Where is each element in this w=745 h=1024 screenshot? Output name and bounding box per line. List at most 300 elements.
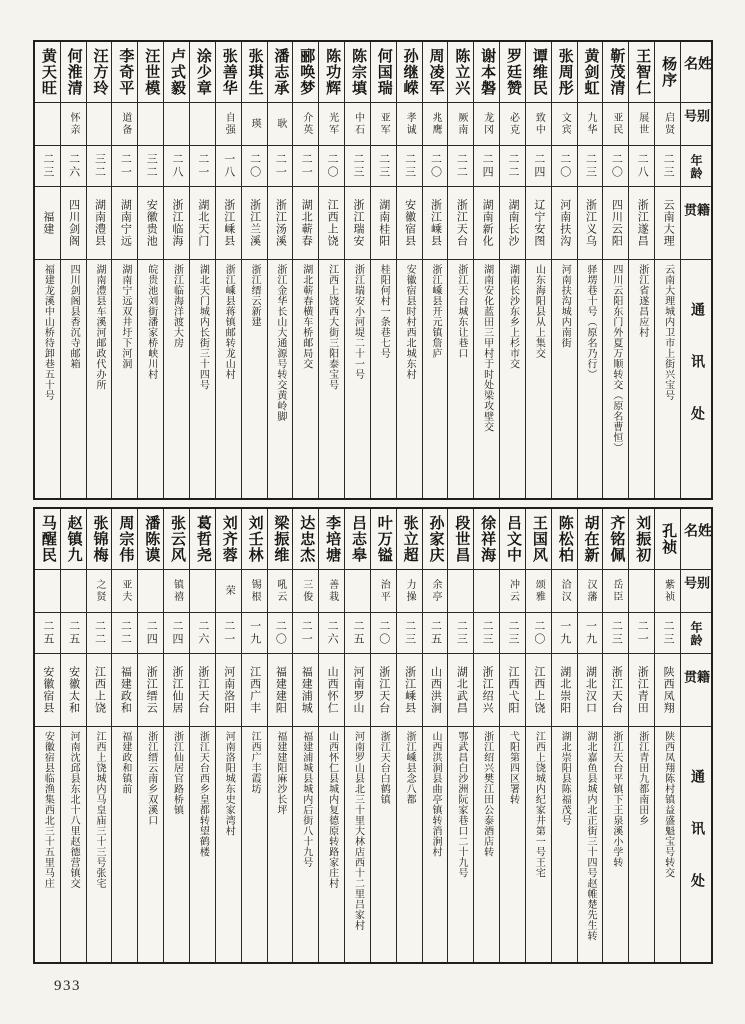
person-native-text: 辽宁安图	[532, 199, 545, 247]
person-age	[268, 613, 293, 654]
person-native-text: 江西上饶	[326, 199, 339, 247]
person-age-text: 二五	[351, 620, 364, 646]
person-column	[318, 42, 344, 498]
person-alias-text: 中石	[352, 112, 364, 136]
person-age-text: 二二	[93, 620, 106, 646]
person-age	[87, 613, 112, 654]
person-column	[215, 509, 241, 962]
person-address-text: 桂阳何村一条巷七号	[378, 264, 390, 359]
person-alias	[474, 103, 499, 146]
header-address	[681, 260, 711, 498]
person-native	[397, 654, 422, 727]
person-alias	[319, 570, 344, 613]
person-alias-text: 颂雅	[533, 579, 545, 603]
person-alias-text: 致中	[533, 112, 545, 136]
person-native	[242, 654, 267, 727]
person-column	[654, 42, 680, 498]
person-name-text: 张锦梅	[91, 515, 108, 563]
person-name-text: 张云风	[169, 515, 186, 563]
person-address	[474, 727, 499, 962]
person-address	[397, 260, 422, 498]
person-address-text: 浙江青田九都南田乡	[636, 731, 648, 826]
person-alias	[268, 570, 293, 613]
person-native	[35, 187, 60, 260]
person-name-text: 郦唤梦	[298, 48, 315, 96]
person-native-text: 湖南新化	[481, 199, 494, 247]
person-age-text: 二五	[41, 620, 54, 646]
person-native	[474, 654, 499, 727]
person-name	[112, 509, 137, 570]
person-column	[602, 509, 628, 962]
person-alias-text: 善栽	[326, 579, 338, 603]
person-age-text: 二四	[171, 620, 184, 646]
header-name	[681, 42, 711, 103]
person-address-text: 福建建阳麻沙长坪	[274, 731, 286, 815]
person-address-text: 皖贵池刘街潘家桥峡川村	[145, 264, 157, 380]
person-name	[474, 509, 499, 570]
person-name-text: 陈松柏	[556, 515, 573, 563]
person-age	[552, 613, 577, 654]
person-alias-text: 怀亲	[68, 112, 80, 136]
person-native-text: 山西怀仁	[326, 666, 339, 714]
person-alias-text: 锡根	[249, 579, 261, 603]
person-native	[190, 654, 215, 727]
person-address-text: 河南罗山县北三十里大林店西十二里吕家村	[352, 731, 364, 931]
person-alias-text: 三俊	[300, 579, 312, 603]
person-column	[241, 42, 267, 498]
person-age	[61, 613, 86, 654]
person-native	[319, 187, 344, 260]
person-native	[552, 187, 577, 260]
person-column	[267, 509, 293, 962]
person-name	[190, 42, 215, 103]
person-name	[655, 509, 680, 570]
person-age	[242, 613, 267, 654]
person-age	[655, 146, 680, 187]
person-address	[268, 727, 293, 962]
person-column	[344, 42, 370, 498]
person-address	[293, 260, 318, 498]
header-name	[681, 509, 711, 570]
person-address-text: 湖北嘉鱼县城内北正街三十四号赵帷楚先生转	[585, 731, 597, 941]
person-age	[423, 613, 448, 654]
person-name	[268, 42, 293, 103]
person-name	[578, 509, 603, 570]
person-address	[293, 727, 318, 962]
person-alias	[603, 103, 628, 146]
person-native	[61, 187, 86, 260]
person-address	[578, 727, 603, 962]
person-age	[578, 613, 603, 654]
person-address-text: 浙江绍兴樊江田公泰酒店转	[481, 731, 493, 857]
person-age-text: 二三	[377, 153, 390, 179]
header-age-label: 年龄	[689, 153, 703, 180]
person-name-text: 陈功辉	[324, 48, 341, 96]
person-age-text: 二二	[455, 153, 468, 179]
person-native-text: 江西弋阳	[507, 666, 520, 714]
person-alias-text: 洽汉	[559, 579, 571, 603]
person-alias	[190, 103, 215, 146]
person-native-text: 湖南长沙	[507, 199, 520, 247]
person-column	[163, 42, 189, 498]
person-age-text: 二〇	[274, 620, 287, 646]
person-column	[654, 509, 680, 962]
person-address-text: 陕西凤翔陈村镇益盛魁宝号转交	[662, 731, 674, 878]
person-age	[448, 613, 473, 654]
person-name	[448, 509, 473, 570]
person-name	[216, 509, 241, 570]
person-age	[164, 613, 189, 654]
person-alias	[61, 103, 86, 146]
person-native-text: 浙江仙居	[171, 666, 184, 714]
person-native-text: 浙江汤溪	[274, 199, 287, 247]
person-age-text: 二三	[662, 620, 675, 646]
person-age	[448, 146, 473, 187]
person-native	[293, 187, 318, 260]
person-address-text: 江西上饶城内马皇庙三十三号张宅	[94, 731, 106, 889]
person-age	[319, 146, 344, 187]
person-name-text: 马醒民	[39, 515, 56, 563]
person-age-text: 二四	[532, 153, 545, 179]
person-address	[319, 260, 344, 498]
person-address-text: 云南大理城内卫市上街兴宝号	[662, 264, 674, 401]
person-alias-text: 岳臣	[610, 579, 622, 603]
person-address-text: 浙江天台城东让巷口	[455, 264, 467, 359]
person-age-text: 二二	[119, 620, 132, 646]
directory-table-bottom	[33, 507, 713, 964]
person-native	[552, 654, 577, 727]
person-alias	[526, 103, 551, 146]
person-alias	[35, 103, 60, 146]
header-name-label: 姓名	[682, 523, 711, 551]
person-name-text: 刘振初	[634, 515, 651, 563]
person-alias	[216, 103, 241, 146]
header-native	[681, 187, 711, 260]
person-alias-text: 亚军	[378, 112, 390, 136]
person-alias	[655, 103, 680, 146]
person-age	[216, 613, 241, 654]
person-age-text: 二〇	[532, 620, 545, 646]
person-native	[526, 654, 551, 727]
person-age-text: 二〇	[377, 620, 390, 646]
person-name	[397, 42, 422, 103]
person-native	[112, 654, 137, 727]
person-native-text: 浙江天台	[610, 666, 623, 714]
person-age	[526, 613, 551, 654]
person-alias-text: 介英	[300, 112, 312, 136]
person-address-text: 浙江天台平镇下王泉溪小学转	[610, 731, 622, 868]
person-address	[242, 260, 267, 498]
person-address	[448, 260, 473, 498]
person-alias	[603, 570, 628, 613]
person-age	[190, 146, 215, 187]
person-native-text: 浙江天台	[455, 199, 468, 247]
person-name-text: 张琪生	[246, 48, 263, 96]
person-address-text: 福建政和镇前	[119, 731, 131, 794]
person-alias-text: 冲云	[507, 579, 519, 603]
person-alias	[164, 570, 189, 613]
person-native-text: 四川云阳	[610, 199, 623, 247]
person-age-text: 二一	[636, 620, 649, 646]
person-alias	[242, 103, 267, 146]
person-native	[138, 187, 163, 260]
person-name	[345, 509, 370, 570]
person-name	[293, 509, 318, 570]
person-name-text: 张周彤	[556, 48, 573, 96]
person-address	[138, 727, 163, 962]
person-age-text: 二三	[584, 153, 597, 179]
person-name-text: 吕志皋	[349, 515, 366, 563]
person-native-text: 浙江绍兴	[481, 666, 494, 714]
person-name	[242, 509, 267, 570]
person-address-text: 湖北天门城内长街三十四号	[197, 264, 209, 390]
person-alias-text: 治平	[378, 579, 390, 603]
table-header-column	[680, 42, 711, 498]
person-address	[448, 727, 473, 962]
person-name	[448, 42, 473, 103]
person-age-text: 二四	[481, 153, 494, 179]
person-age	[603, 613, 628, 654]
person-name-text: 齐铭佩	[608, 515, 625, 563]
person-native-text: 浙江嵊县	[222, 199, 235, 247]
person-column	[35, 509, 60, 962]
person-name-text: 罗廷赞	[505, 48, 522, 96]
person-native-text: 陕西凤翔	[662, 666, 675, 714]
person-address-text: 浙江天台西乡皇都转望鹤楼	[197, 731, 209, 857]
person-native	[526, 187, 551, 260]
person-alias	[138, 103, 163, 146]
header-address-label: 通讯处	[689, 769, 704, 925]
person-alias-text: 必克	[507, 112, 519, 136]
person-native-text: 浙江青田	[636, 666, 649, 714]
person-alias	[164, 103, 189, 146]
person-age-text: 二一	[300, 620, 313, 646]
person-age-text: 二三	[351, 153, 364, 179]
person-alias	[500, 103, 525, 146]
person-native	[655, 187, 680, 260]
person-native-text: 湖南桂阳	[377, 199, 390, 247]
person-address-text: 浙江缙云南乡双溪口	[145, 731, 157, 826]
person-address	[552, 727, 577, 962]
person-column	[499, 42, 525, 498]
person-address	[345, 727, 370, 962]
person-column	[628, 509, 654, 962]
person-native	[578, 187, 603, 260]
person-address	[268, 260, 293, 498]
person-native	[500, 187, 525, 260]
person-address-text: 江西上饶西大街三阳泰宝号	[326, 264, 338, 390]
person-age	[474, 146, 499, 187]
person-native	[371, 654, 396, 727]
person-age	[397, 146, 422, 187]
person-column	[292, 42, 318, 498]
person-alias-text: 兆鹰	[429, 112, 441, 136]
person-name-text: 杨序	[660, 56, 677, 88]
person-native-text: 江西广丰	[248, 666, 261, 714]
person-alias	[397, 570, 422, 613]
header-native-label: 籍贯	[682, 203, 710, 232]
person-address	[35, 260, 60, 498]
person-age	[35, 613, 60, 654]
person-age-text: 二〇	[610, 153, 623, 179]
person-name	[164, 42, 189, 103]
person-age	[371, 146, 396, 187]
person-address-text: 福建龙溪中山桥待卸巷五十号	[42, 264, 54, 401]
person-name-text: 周宗伟	[117, 515, 134, 563]
person-native	[397, 187, 422, 260]
person-name-text: 谭维民	[530, 48, 547, 96]
person-address-text: 驿塄巷十号（原名乃行）	[585, 264, 597, 380]
person-address	[35, 727, 60, 962]
person-column	[111, 42, 137, 498]
person-column	[447, 42, 473, 498]
person-age-text: 二一	[222, 620, 235, 646]
person-address	[552, 260, 577, 498]
person-native	[448, 187, 473, 260]
person-alias	[371, 103, 396, 146]
person-native-text: 福建	[41, 211, 54, 235]
person-age	[112, 613, 137, 654]
person-native	[500, 654, 525, 727]
person-name-text: 王智仁	[634, 48, 651, 96]
person-age-text: 二〇	[429, 153, 442, 179]
person-age	[397, 613, 422, 654]
header-address-label: 通讯处	[689, 302, 704, 458]
person-alias-text: 光军	[326, 112, 338, 136]
person-age	[242, 146, 267, 187]
person-native	[242, 187, 267, 260]
person-name-text: 吕文中	[505, 515, 522, 563]
person-native	[629, 187, 654, 260]
person-address-text: 江西上饶城内纪家井第一号王宅	[533, 731, 545, 878]
person-native-text: 浙江义乌	[584, 199, 597, 247]
person-address	[526, 260, 551, 498]
person-column	[422, 42, 448, 498]
person-alias	[526, 570, 551, 613]
person-native	[448, 654, 473, 727]
person-age-text: 二一	[274, 153, 287, 179]
person-name-text: 黄剑虹	[582, 48, 599, 96]
header-native-label: 籍贯	[682, 670, 710, 699]
person-alias	[293, 103, 318, 146]
person-column	[35, 42, 60, 498]
person-name	[112, 42, 137, 103]
person-age-text: 二三	[610, 620, 623, 646]
person-name-text: 卢式毅	[169, 48, 186, 96]
person-name-text: 潘陈谟	[143, 515, 160, 563]
person-age-text: 二五	[429, 620, 442, 646]
person-age-text: 二八	[636, 153, 649, 179]
person-age	[552, 146, 577, 187]
person-name-text: 黄天旺	[39, 48, 56, 96]
person-column	[60, 509, 86, 962]
person-native	[423, 654, 448, 727]
person-name-text: 徐祥海	[479, 515, 496, 563]
person-alias	[345, 103, 370, 146]
person-age	[61, 146, 86, 187]
person-native	[268, 654, 293, 727]
person-name-text: 段世昌	[453, 515, 470, 563]
person-name	[87, 42, 112, 103]
person-name	[190, 509, 215, 570]
person-age-text: 二三	[403, 620, 416, 646]
person-alias-text: 亚夫	[119, 579, 131, 603]
person-column	[447, 509, 473, 962]
person-alias	[371, 570, 396, 613]
person-native-text: 四川剑阁	[67, 199, 80, 247]
person-name	[61, 42, 86, 103]
person-native-text: 安徽贵池	[145, 199, 158, 247]
person-name	[164, 509, 189, 570]
person-alias	[112, 103, 137, 146]
person-address	[655, 727, 680, 962]
person-address	[216, 260, 241, 498]
person-age	[629, 613, 654, 654]
person-address	[423, 260, 448, 498]
person-address-text: 安徽宿县临渔集西北三十五里马庄	[42, 731, 54, 889]
person-native	[190, 187, 215, 260]
person-address	[87, 260, 112, 498]
person-address	[61, 727, 86, 962]
person-age	[603, 146, 628, 187]
person-column	[577, 509, 603, 962]
person-name	[603, 42, 628, 103]
person-age	[629, 146, 654, 187]
person-name-text: 涂少章	[194, 48, 211, 96]
person-name-text: 刘齐蓉	[220, 515, 237, 563]
person-name-text: 孙家庆	[427, 515, 444, 563]
person-name	[371, 42, 396, 103]
person-column	[163, 509, 189, 962]
person-address-text: 湖北崇阳县陈福茂号	[559, 731, 571, 826]
person-name	[345, 42, 370, 103]
person-address-text: 浙江金华长山大通源号转交黄岭脚	[274, 264, 286, 422]
person-name	[629, 509, 654, 570]
person-address-text: 四川云阳东门外夏万顺转交（原名曹恒）	[610, 264, 622, 453]
person-column	[60, 42, 86, 498]
person-column	[628, 42, 654, 498]
person-alias	[87, 570, 112, 613]
person-column	[86, 509, 112, 962]
header-age-label: 年龄	[689, 620, 703, 647]
person-alias	[35, 570, 60, 613]
person-age	[474, 613, 499, 654]
person-address-text: 浙江嵊县念八都	[404, 731, 416, 805]
person-name	[629, 42, 654, 103]
person-native-text: 湖南澧县	[93, 199, 106, 247]
person-name	[552, 42, 577, 103]
person-name	[268, 509, 293, 570]
person-age-text: 三二	[145, 153, 158, 179]
person-alias-text: 展世	[636, 112, 648, 136]
person-name-text: 汪方玲	[91, 48, 108, 96]
person-address	[397, 727, 422, 962]
person-native-text: 湖北汉口	[584, 666, 597, 714]
person-age-text: 二三	[455, 620, 468, 646]
person-native-text: 河南扶沟	[558, 199, 571, 247]
person-address	[87, 727, 112, 962]
person-column	[602, 42, 628, 498]
person-native-text: 浙江缙云	[145, 666, 158, 714]
person-column	[86, 42, 112, 498]
person-address-text: 山东海阳县从上集交	[533, 264, 545, 359]
person-alias-text: 文宾	[559, 112, 571, 136]
person-native-text: 浙江临海	[171, 199, 184, 247]
person-address	[164, 727, 189, 962]
directory-table-top	[33, 40, 713, 500]
person-age-text: 一九	[248, 620, 261, 646]
person-name	[500, 509, 525, 570]
